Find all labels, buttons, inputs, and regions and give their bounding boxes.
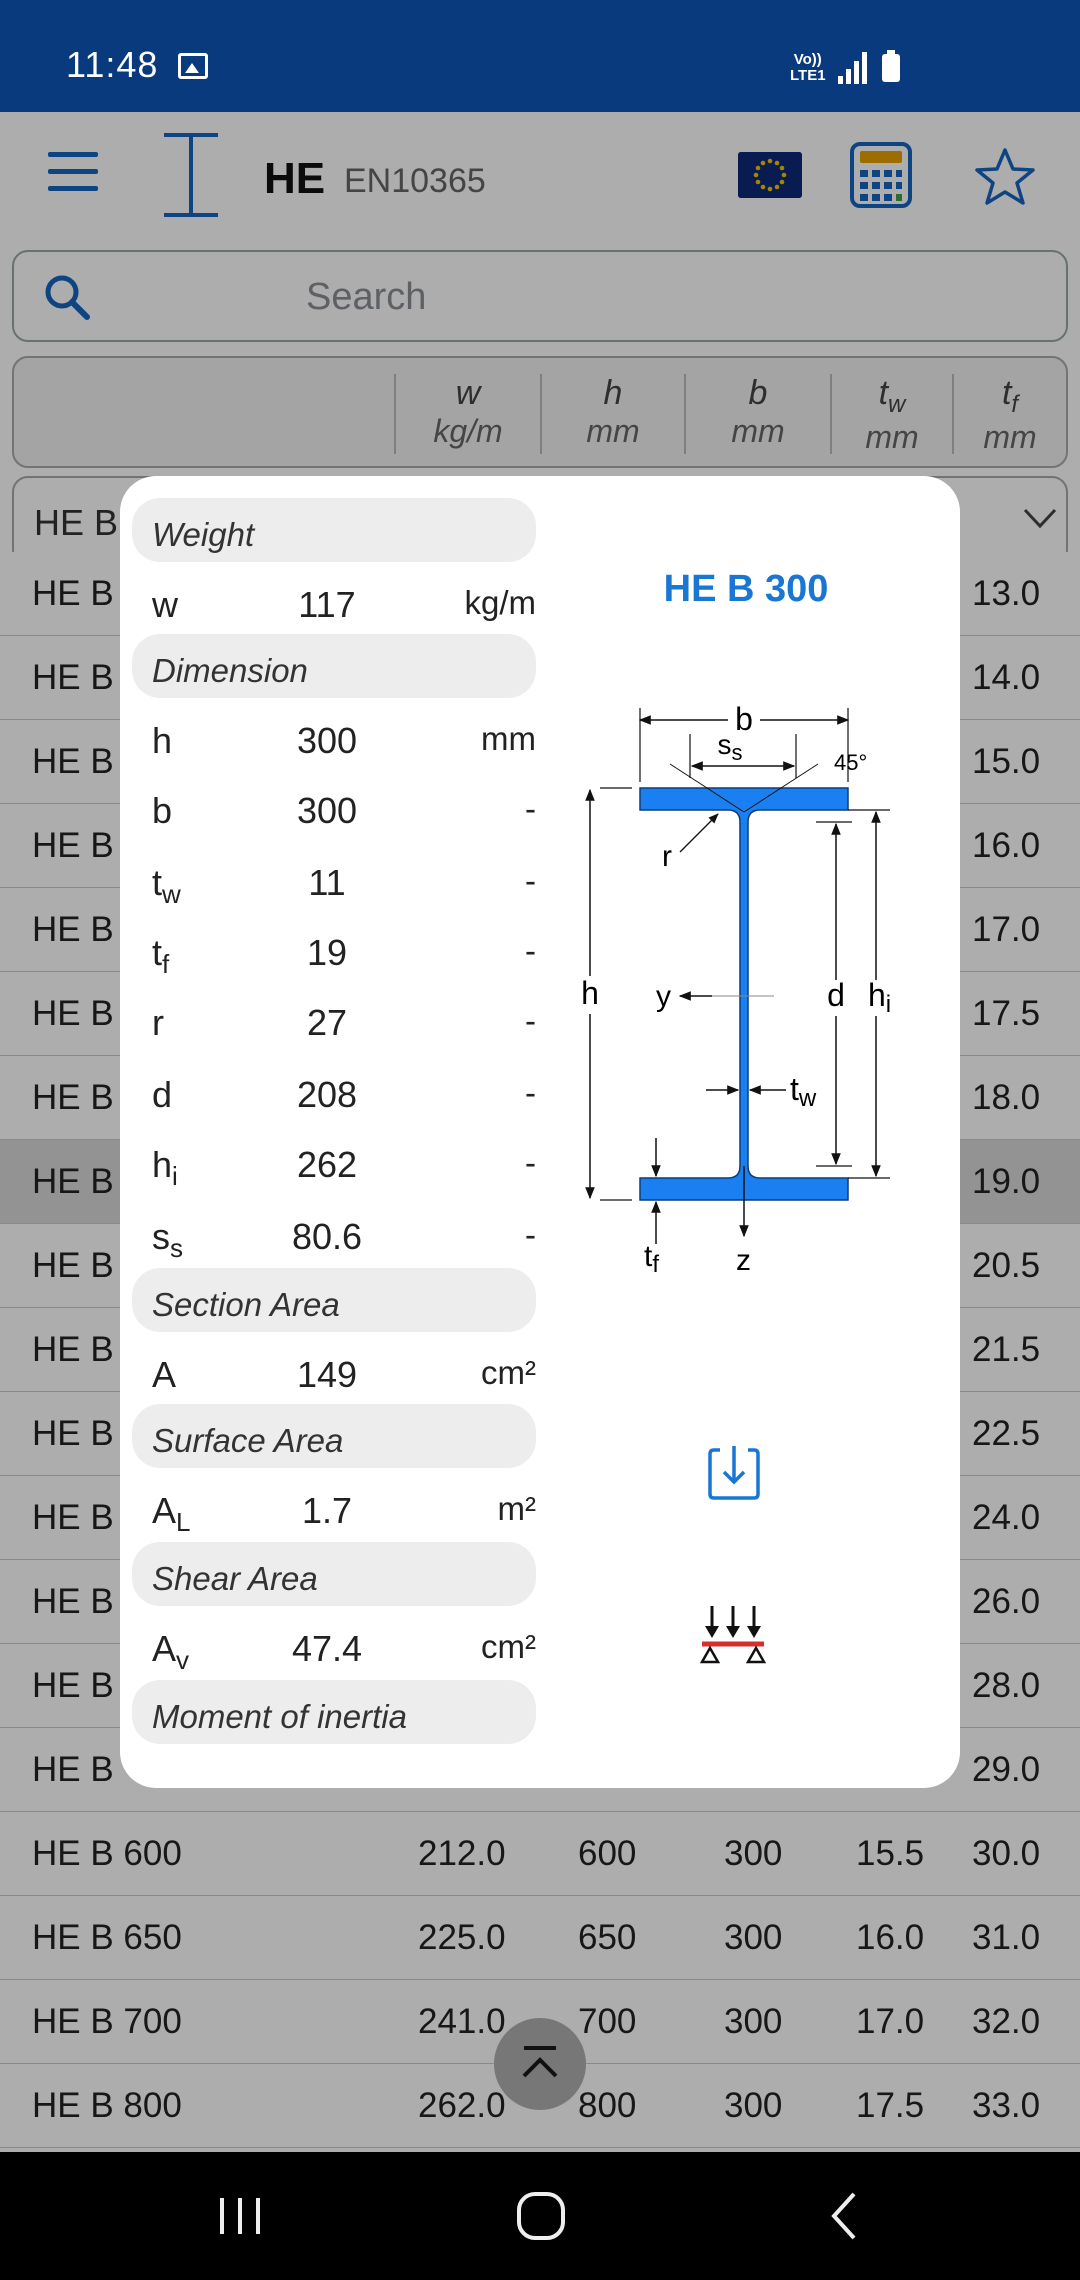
diagram-label-angle: 45°: [834, 750, 868, 775]
column-symbol: $t_w$: [878, 374, 906, 418]
property-symbol: w: [152, 584, 178, 625]
property-h: [152, 710, 536, 770]
property-unit: -: [525, 790, 536, 827]
column-unit: mm: [983, 418, 1037, 455]
property-Av: [152, 1618, 536, 1678]
diagram-label-ss: $s_s$: [717, 729, 743, 765]
section-header-shear-area: Shear Area: [132, 1542, 536, 1606]
table-row[interactable]: HE B 18.0: [0, 1056, 1080, 1140]
property-symbol: d: [152, 1074, 173, 1115]
table-row[interactable]: HE B 650 225.0 650 300 16.0 31.0: [0, 1896, 1080, 1980]
table-row[interactable]: HE B 800 262.0 800 300 17.5 33.0: [0, 2064, 1080, 2148]
home-icon[interactable]: [514, 2186, 568, 2246]
column-unit: mm: [731, 413, 785, 449]
volte-indicator: [790, 52, 826, 84]
column-unit: kg/m: [433, 413, 503, 449]
diagram-label-z: z: [736, 1244, 751, 1277]
property-unit: -: [525, 932, 536, 969]
property-symbol: $s_s$: [152, 1216, 183, 1264]
property-symbol: $A_v$: [152, 1628, 190, 1676]
system-nav-bar: [0, 2152, 1080, 2280]
column-symbol: b: [748, 374, 768, 412]
property-value: 117: [298, 584, 356, 625]
property-tw: [152, 852, 536, 912]
property-value: 19: [306, 932, 348, 973]
dialog-title: HE B 300: [663, 568, 829, 610]
diagram-label-b: b: [735, 701, 753, 737]
property-value: 300: [296, 790, 358, 831]
property-d: [152, 1064, 536, 1124]
property-value: 1.7: [301, 1490, 353, 1531]
column-unit: mm: [586, 413, 640, 449]
status-time: 11:48: [66, 44, 159, 85]
table-row[interactable]: HE B 17.0: [0, 888, 1080, 972]
diagram-label-tw: tw: [790, 1071, 817, 1112]
table-row[interactable]: HE B 13.0: [0, 552, 1080, 636]
property-value: 208: [296, 1074, 358, 1115]
table-row[interactable]: HE B 15.0: [0, 720, 1080, 804]
battery-icon: [882, 54, 900, 82]
property-value: 262: [296, 1144, 358, 1185]
column-symbol: w: [455, 374, 481, 412]
property-symbol: $t_f$: [152, 932, 170, 980]
search-input[interactable]: Search: [306, 276, 427, 318]
property-unit: -: [525, 1216, 536, 1253]
table-row[interactable]: HE B 26.0: [0, 1560, 1080, 1644]
diagram-label-tf: $t_f$: [644, 1240, 660, 1278]
property-symbol: r: [152, 1002, 164, 1043]
table-row[interactable]: HE B 16.0: [0, 804, 1080, 888]
property-unit: -: [525, 1074, 536, 1111]
download-icon[interactable]: [706, 1442, 762, 1502]
table-row[interactable]: HE B 29.0: [0, 1728, 1080, 1812]
property-unit: -: [525, 1002, 536, 1039]
table-row[interactable]: HE B 28.0: [0, 1644, 1080, 1728]
property-unit: -: [525, 1144, 536, 1181]
signal-icon: [838, 50, 870, 84]
column-unit: mm: [865, 418, 919, 455]
property-unit: mm: [481, 720, 536, 757]
section-header-section-area: Section Area: [132, 1268, 536, 1332]
property-A: [152, 1344, 536, 1404]
table-row[interactable]: HE B 20.5: [0, 1224, 1080, 1308]
property-unit: kg/m: [464, 584, 536, 621]
property-value: 27: [306, 1002, 348, 1043]
property-tf: [152, 922, 536, 982]
property-hi: [152, 1134, 536, 1194]
series-dropdown-value: HE B: [34, 502, 119, 543]
section-detail-dialog: [120, 476, 960, 1788]
volte-line1: Vo)): [793, 51, 822, 68]
property-symbol: h: [152, 720, 173, 761]
volte-line2: LTE1: [790, 67, 826, 84]
property-b: [152, 780, 536, 840]
section-header-weight: Weight: [132, 498, 536, 562]
property-w: [152, 574, 536, 634]
back-icon[interactable]: [824, 2186, 864, 2246]
property-ss: [152, 1206, 536, 1266]
cross-section-diagram: [580, 696, 916, 1296]
load-icon[interactable]: [700, 1604, 766, 1670]
property-symbol: $t_w$: [152, 862, 181, 910]
diagram-label-h: h: [581, 975, 599, 1011]
property-symbol: A: [152, 1354, 177, 1395]
property-value: 80.6: [291, 1216, 363, 1257]
table-row[interactable]: HE B 24.0: [0, 1476, 1080, 1560]
table-row[interactable]: HE B 700 241.0 700 300 17.0 32.0: [0, 1980, 1080, 2064]
table-row[interactable]: HE B 14.0: [0, 636, 1080, 720]
property-value: 47.4: [291, 1628, 363, 1669]
section-header-surface-area: Surface Area: [132, 1404, 536, 1468]
scroll-top-icon: [518, 2042, 562, 2086]
section-header-dimension: Dimension: [132, 634, 536, 698]
diagram-label-hi: hi: [868, 977, 892, 1018]
table-row-selected[interactable]: HE B 19.0: [0, 1140, 1080, 1224]
property-symbol: b: [152, 790, 173, 831]
section-header-moment: Moment of inertia: [132, 1680, 536, 1744]
column-symbol: h: [603, 374, 623, 412]
diagram-label-r: r: [662, 840, 672, 873]
table-row[interactable]: HE B 21.5: [0, 1308, 1080, 1392]
app-subtitle: EN10365: [344, 162, 486, 200]
property-value: 300: [296, 720, 358, 761]
property-unit: -: [525, 862, 536, 899]
property-r: [152, 992, 536, 1052]
property-AL: [152, 1480, 536, 1540]
table-row[interactable]: HE B 17.5: [0, 972, 1080, 1056]
property-unit: cm²: [481, 1354, 536, 1391]
table-row[interactable]: HE B 22.5: [0, 1392, 1080, 1476]
diagram-label-y: y: [656, 980, 671, 1013]
table-row[interactable]: HE B 600 212.0 600 300 15.5 30.0: [0, 1812, 1080, 1896]
column-symbol: $t_f$: [1001, 374, 1019, 418]
property-symbol: $h_i$: [152, 1144, 178, 1192]
property-value: 11: [308, 862, 346, 903]
scroll-top-button[interactable]: [494, 2018, 586, 2110]
property-symbol: $A_L$: [152, 1490, 191, 1538]
app-title: HE: [264, 154, 326, 203]
property-unit: m²: [497, 1490, 536, 1527]
diagram-label-d: d: [827, 977, 845, 1013]
recents-icon[interactable]: [216, 2186, 266, 2246]
image-notification-icon: [178, 53, 208, 79]
status-bar: [0, 0, 1080, 112]
property-unit: cm²: [481, 1628, 536, 1665]
property-value: 149: [296, 1354, 358, 1395]
